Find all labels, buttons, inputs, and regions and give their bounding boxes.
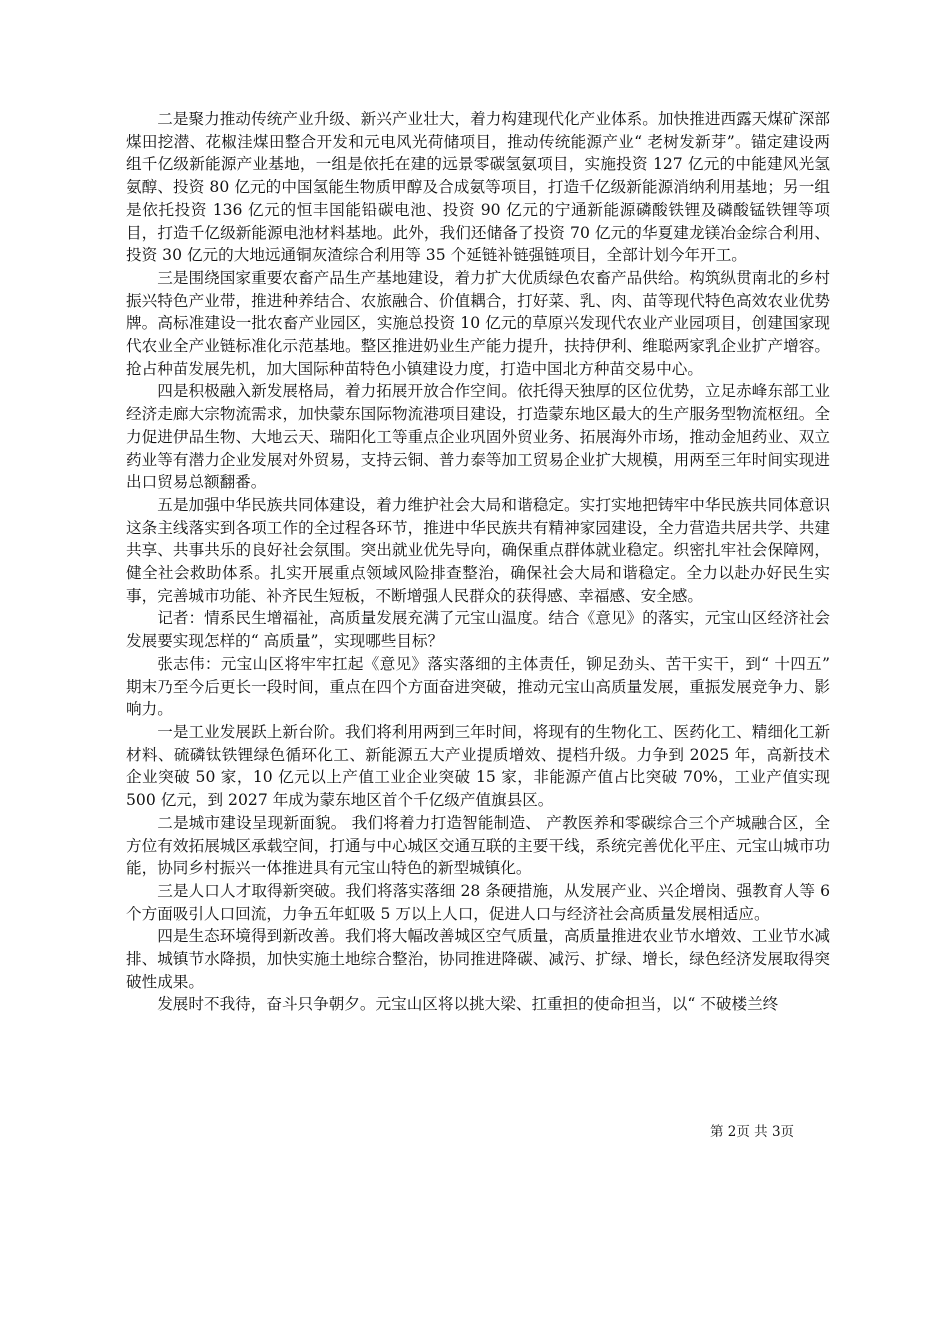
paragraph-reporter-question: 记者：情系民生增福祉，高质量发展充满了元宝山温度。结合《意见》的落实，元宝山区经济社会发展要实现怎样的“ 高质量”，实现哪些目标？ xyxy=(126,609,830,651)
paragraph-agriculture-base: 三是围绕国家重要农畜产品生产基地建设，着力扩大优质绿色农畜产品供给。构筑纵贯南北的乡村振兴特色产业带，推进种养结合、农旅融合、价值耦合，打好菜、乳、肉、苗等现代特色高效农业优势牌。高标准建设一批农畜产业园区，实施总投资 10 亿元的草原兴发现代农业产业园项目，创建国家现代农业全产业链标准化示范基地。整区推进奶业生产能力提升，扶持伊利、维聪两家乳企业扩产增容。抢占种苗发展先机，加大国际种苗特色小镇建设力度，打造中国北方种苗交易中心。 xyxy=(126,268,830,378)
paragraph-ecology-goal: 四是生态环境得到新改善。我们将大幅改善城区空气质量，高质量推进农业节水增效、工业节水减排、城镇节水降损，加快实施土地综合整治，协同推进降碳、减污、扩绿、增长，绿色经济发展取得突破性成果。 xyxy=(126,927,830,991)
paragraph-urban-goal: 二是城市建设呈现新面貌。 我们将着力打造智能制造、 产教医养和零碳综合三个产城融合区，全方位有效拓展城区承载空间，打通与中心城区交通互联的主要干线，系统完善优化平庄、元宝山城市功能，协同乡村振兴一体推进具有元宝山特色的新型城镇化。 xyxy=(126,813,830,878)
paragraph-population-goal: 三是人口人才取得新突破。我们将落实落细 28 条硬措施，从发展产业、兴企增岗、强教育人等 6 个方面吸引人口回流，力争五年虹吸 5 万以上人口，促进人口与经济社会高质量发展相适应。 xyxy=(126,881,830,923)
paragraph-national-unity: 五是加强中华民族共同体建设，着力维护社会大局和谐稳定。实打实地把铸牢中华民族共同体意识这条主线落实到各项工作的全过程各环节，推进中华民族共有精神家园建设，全力营造共居共学、共建共享、共事共乐的良好社会氛围。突出就业优先导向，确保重点群体就业稳定。织密扎牢社会保障网，健全社会救助体系。扎实开展重点领域风险排查整治，确保社会大局和谐稳定。全力以赴办好民生实事，完善城市功能、补齐民生短板，不断增强人民群众的获得感、幸福感、安全感。 xyxy=(126,495,830,605)
paragraph-industrial-goal: 一是工业发展跃上新台阶。我们将利用两到三年时间，将现有的生物化工、医药化工、精细化工新材料、硫磷钛铁锂绿色循环化工、新能源五大产业提质增效、提档升级。力争到 2025 年，高新技术企业突破 50 家，10 亿元以上产值工业企业突破 15 家，非能源产值占比突破 70%，工业产值实现 500 亿元，到 2027 年成为蒙东地区首个千亿级产值旗县区。 xyxy=(126,722,830,810)
paragraph-closing: 发展时不我待，奋斗只争朝夕。元宝山区将以挑大梁、扛重担的使命担当，以“ 不破楼兰终 xyxy=(157,995,779,1014)
document-body xyxy=(126,108,830,1016)
page-number-footer: 第 2页 共 3页 xyxy=(710,1124,795,1140)
paragraph-industry-upgrade: 二是聚力推动传统产业升级、新兴产业壮大，着力构建现代化产业体系。加快推进西露天煤矿深部煤田挖潜、花椒洼煤田整合开发和元电风光荷储项目，推动传统能源产业“ 老树发新芽”。锚定建设两组千亿级新能源产业基地，一组是依托在建的远景零碳氢氨项目，实施投资 127 亿元的中能建风光氢氨醇、投资 80 亿元的中国氢能生物质甲醇及合成氨等项目，打造千亿级新能源消纳利用基地；另一组是依托投资 136 亿元的恒丰国能铅碳电池、投资 90 亿元的宁通新能源磷酸铁锂及磷酸锰铁锂等项目，打造千亿级新能源电池材料基地。此外，我们还储备了投资 70 亿元的华夏建龙镁冶金综合利用、投资 30 亿元的大地远通铜灰渣综合利用等 35 个延链补链强链项目，全部计划今年开工。 xyxy=(126,110,830,265)
paragraph-open-cooperation: 四是积极融入新发展格局，着力拓展开放合作空间。依托得天独厚的区位优势，立足赤峰东部工业经济走廊大宗物流需求，加快蒙东国际物流港项目建设，打造蒙东地区最大的生产服务型物流枢纽。全力促进伊品生物、大地云天、瑞阳化工等重点企业巩固外贸业务、拓展海外市场，推动金旭药业、双立药业等有潜力企业发展对外贸易，支持云铜、普力泰等加工贸易企业扩大规模，用两至三年时间实现进出口贸易总额翻番。 xyxy=(126,382,830,492)
paragraph-interviewee-answer: 张志伟：元宝山区将牢牢扛起《意见》落实落细的主体责任，铆足劲头、苦干实干，到“ 十四五” 期末乃至今后更长一段时间，重点在四个方面奋进突破，推动元宝山高质量发展，重振发展竞争力、影响力。 xyxy=(126,654,830,719)
